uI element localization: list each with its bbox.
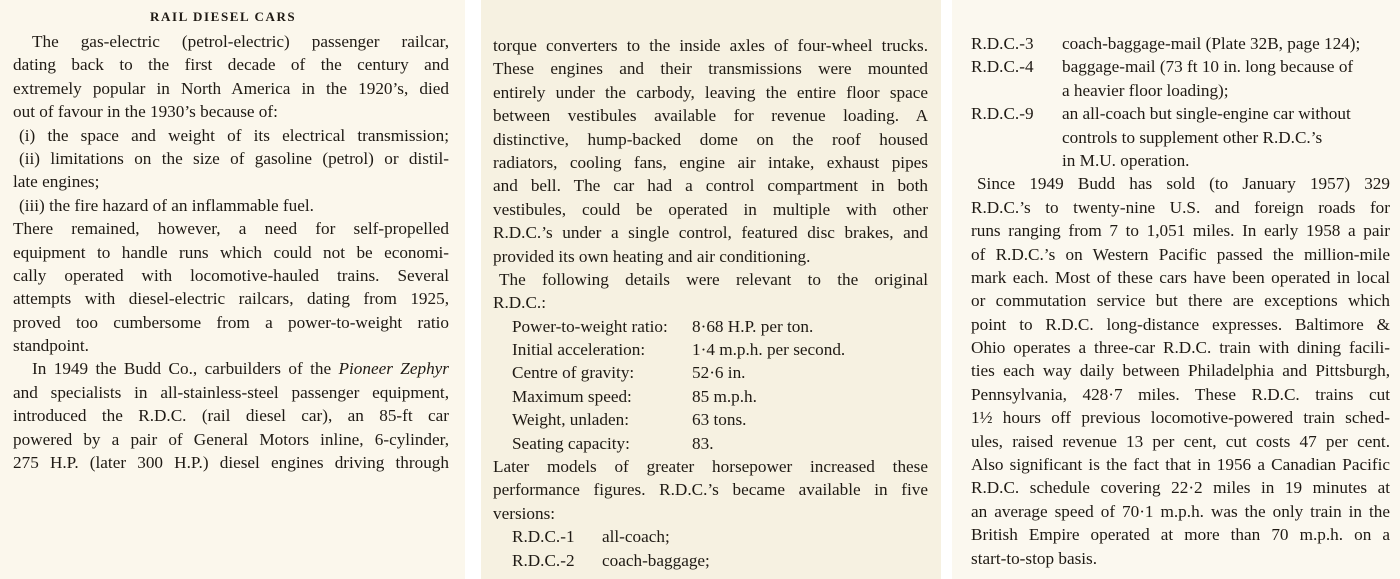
spec-label: Weight, unladen: (512, 410, 629, 430)
version-desc: all-coach; (602, 527, 670, 547)
text-line-budd (13, 357, 449, 380)
text-line: Later models of greater horsepower increased these (493, 457, 928, 477)
text-span: In 1949 the Budd Co., carbuilders of the (32, 359, 339, 379)
text-line: point to R.D.C. long-distance expresses. Baltimore & (971, 314, 1390, 334)
spec-label: Centre of gravity: (512, 363, 635, 383)
version-desc-continuation: a heavier floor loading); (1062, 80, 1229, 100)
text-line: an average speed of 70·1 m.p.h. was the only train in the (971, 501, 1390, 521)
text-line: torque converters to the inside axles of four-wheel trucks. (493, 36, 928, 55)
text-line: dating back to the first decade of the century and (13, 55, 449, 75)
text-line: The following details were relevant to the original (499, 269, 928, 289)
text-line: runs ranging from 7 to 1,051 miles. In early 1958 a pair (971, 221, 1390, 241)
text-line: provided its own heating and air conditioning. (493, 246, 811, 266)
text-line: 1½ hours off previous locomotive-powered train sched- (971, 408, 1390, 428)
text-line: distinctive, hump-backed dome on the roof housed (493, 129, 928, 149)
spec-label: Seating capacity: (512, 433, 630, 453)
text-line: There remained, however, a need for self-propelled (13, 219, 449, 239)
text-line: Also significant is the fact that in 1956 a Canadian Pacific (971, 455, 1390, 475)
column-text (971, 32, 1390, 570)
text-line: R.D.C. schedule covering 22·2 miles in 19 minutes at (971, 478, 1390, 498)
text-line: powered by a pair of General Motors inline, 6-cylinder, (13, 429, 449, 449)
text-line: radiators, cooling fans, engine air intake, exhaust pipes (493, 152, 928, 172)
text-line: attempts with diesel-electric railcars, dating from 1925, (13, 289, 449, 309)
text-line: introduced the R.D.C. (rail diesel car), an 85-ft car (13, 406, 449, 426)
text-line: ules, raised revenue 13 per cent, cut costs 47 per cent. (971, 431, 1390, 451)
spec-label: Power-to-weight ratio: (512, 316, 668, 336)
version-desc: an all-coach but single-engine car without (1062, 104, 1351, 124)
text-line: out of favour in the 1930’s because of: (13, 102, 278, 122)
spec-value: 1·4 m.p.h. per second. (692, 340, 846, 360)
text-line: equipment to handle runs which could not be economi- (13, 242, 449, 262)
text-line: and bell. The car had a control compartment in both (493, 176, 928, 196)
version-desc-continuation: in M.U. operation. (1062, 150, 1190, 170)
version-code: R.D.C.-3 (971, 34, 1034, 53)
page-column-middle (481, 0, 941, 579)
text-line: R.D.C.’s under a single control, featured disc brakes, and (493, 223, 928, 243)
version-code: R.D.C.-9 (971, 104, 1034, 124)
spec-row (493, 408, 928, 431)
spec-value: 63 tons. (692, 410, 747, 430)
version-code: R.D.C.-1 (512, 527, 575, 547)
text-line: mark each. Most of these cars have been operated in local (971, 267, 1390, 287)
spec-label: Initial acceleration: (512, 340, 646, 360)
text-line: Since 1949 Budd has sold (to January 1957) 329 (977, 174, 1390, 194)
text-line: Pennsylvania, 428·7 miles. These R.D.C. trains cut (971, 384, 1390, 404)
text-line: or commutation service but there are exceptions which (971, 291, 1390, 311)
text-line: The gas-electric (petrol-electric) passenger railcar, (32, 32, 449, 51)
version-row (493, 525, 928, 548)
text-line: proved too cumbersome from a power-to-weight ratio (13, 312, 449, 332)
page-column-left (0, 0, 465, 579)
spec-row (493, 385, 928, 408)
page-column-right (952, 0, 1400, 579)
column-text (13, 4, 449, 474)
list-item: (i) the space and weight of its electrical transmission; (19, 125, 449, 145)
version-code: R.D.C.-4 (971, 57, 1034, 77)
text-line: performance figures. R.D.C.’s became available in five (493, 480, 928, 500)
text-line: start-to-stop basis. (971, 548, 1098, 568)
train-name: Pioneer Zephyr (338, 359, 449, 379)
list-item: (iii) the fire hazard of an inflammable fuel. (19, 195, 314, 215)
text-line: standpoint. (13, 336, 89, 356)
version-row (971, 55, 1390, 78)
section-heading: RAIL DIESEL CARS (150, 9, 297, 24)
text-line: of R.D.C.’s on Western Pacific passed the million-mile (971, 244, 1390, 264)
list-item: (ii) limitations on the size of gasoline (petrol) or distil- (19, 148, 449, 168)
version-desc: coach-baggage; (602, 550, 710, 570)
spec-value: 83. (692, 433, 714, 453)
spec-row (493, 361, 928, 384)
version-row (971, 102, 1390, 125)
version-code: R.D.C.-2 (512, 550, 575, 570)
text-line: ties each way daily between Philadelphia and Pittsburgh, (971, 361, 1390, 381)
version-row (493, 549, 928, 572)
spec-label: Maximum speed: (512, 386, 632, 406)
text-line: versions: (493, 503, 556, 523)
spec-row (493, 315, 928, 338)
version-desc: baggage-mail (73 ft 10 in. long because of (1062, 57, 1354, 77)
text-line: These engines and their transmissions were mounted (493, 59, 928, 79)
text-line: R.D.C.: (493, 293, 547, 313)
version-desc: coach-baggage-mail (Plate 32B, page 124); (1062, 34, 1361, 53)
list-item-continuation: late engines; (13, 172, 100, 192)
text-line: and specialists in all-stainless-steel passenger equipment, (13, 382, 449, 402)
text-line: cally operated with locomotive-hauled trains. Several (13, 265, 449, 285)
text-line: British Empire operated at more than 70 m.p.h. on a (971, 525, 1390, 545)
version-desc-continuation: controls to supplement other R.D.C.’s (1062, 127, 1323, 147)
spec-row (493, 432, 928, 455)
column-text (493, 34, 928, 572)
text-line: R.D.C.’s to twenty-nine U.S. and foreign roads for (971, 197, 1390, 217)
text-line: extremely popular in North America in the 1920’s, died (13, 78, 449, 98)
text-line: vestibules, could be operated in multiple with other (493, 199, 928, 219)
text-line: Ohio operates a three-car R.D.C. train with dining facili- (971, 338, 1390, 358)
spec-value: 85 m.p.h. (692, 386, 757, 406)
version-row (971, 32, 1390, 55)
text-line: between vestibules available for revenue loading. A (493, 106, 928, 126)
spec-row (493, 338, 928, 361)
text-line: entirely under the carbody, leaving the entire floor space (493, 82, 928, 102)
spec-value: 8·68 H.P. per ton. (692, 316, 814, 336)
spec-value: 52·6 in. (692, 363, 746, 383)
text-line: 275 H.P. (later 300 H.P.) diesel engines driving through (13, 453, 449, 473)
